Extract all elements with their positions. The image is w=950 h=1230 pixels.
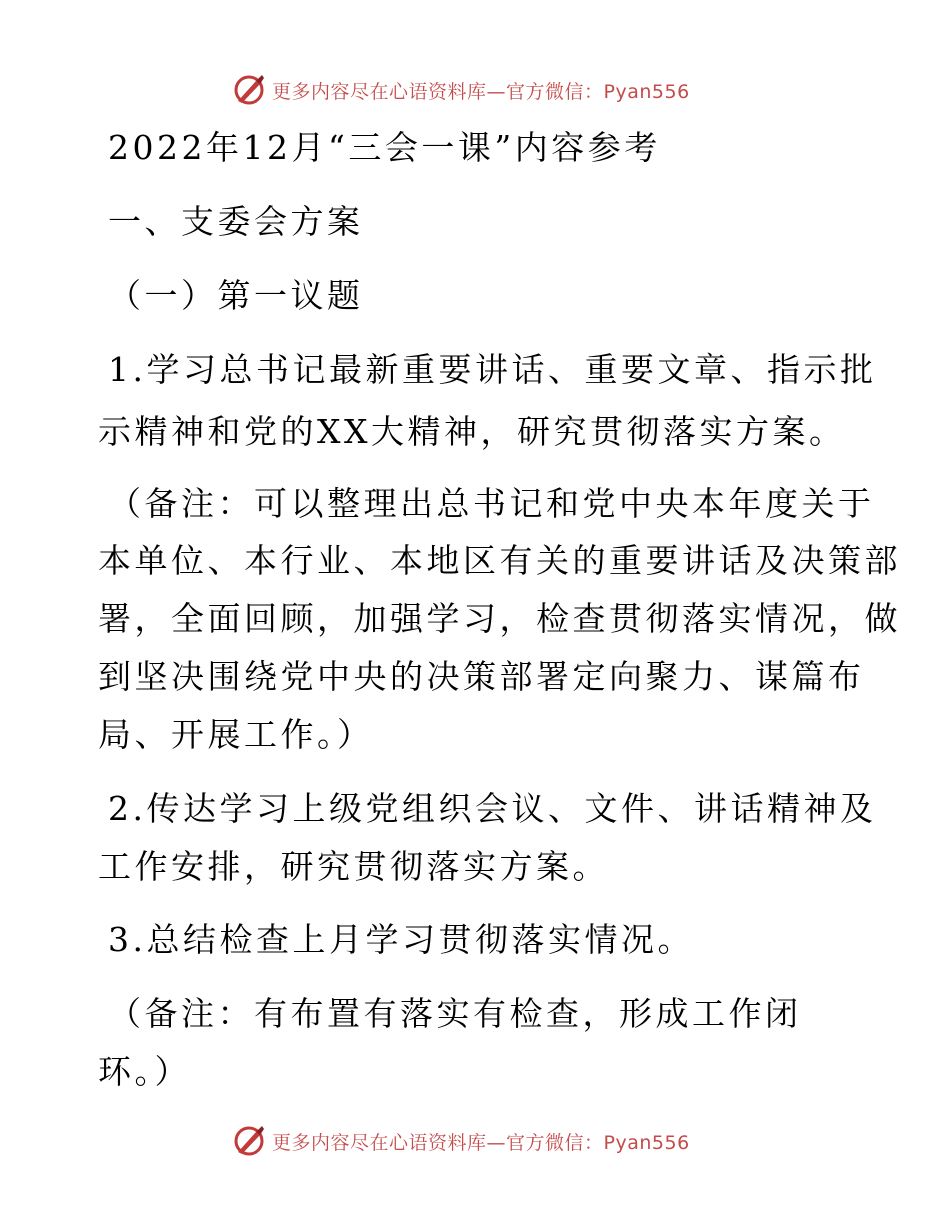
header-watermark <box>232 70 752 110</box>
document-title: 2022年12月“三会一课”内容参考 <box>108 128 661 167</box>
item-3-line-1: 3.总结检查上月学习贯彻落实情况。 <box>108 920 694 959</box>
note-1-line-4: 到坚决围绕党中央的决策部署定向聚力、谋篇布 <box>98 657 865 696</box>
note-1-line-3: 署，全面回顾，加强学习，检查贯彻落实情况，做 <box>98 599 901 638</box>
item-1-line-1: 1.学习总书记最新重要讲话、重要文章、指示批 <box>108 350 877 389</box>
section-heading: 一、支委会方案 <box>108 202 364 241</box>
subsection-heading: （一）第一议题 <box>108 276 364 315</box>
pen-logo-icon <box>232 73 266 107</box>
note-1-line-5: 局、开展工作。） <box>98 715 374 754</box>
note-1-line-2: 本单位、本行业、本地区有关的重要讲话及决策部 <box>98 541 901 580</box>
footer-watermark <box>232 1121 752 1161</box>
note-1-line-1: （备注：可以整理出总书记和党中央本年度关于 <box>108 484 875 523</box>
watermark-text: 更多内容尽在心语资料库—官方微信：Pyan556 <box>272 1131 690 1154</box>
pen-logo-icon <box>232 1124 266 1158</box>
watermark-text: 更多内容尽在心语资料库—官方微信：Pyan556 <box>272 80 690 103</box>
note-2-line-2: 环。） <box>98 1052 191 1091</box>
item-1-line-2: 示精神和党的XX大精神，研究贯彻落实方案。 <box>98 412 846 451</box>
note-2-line-1: （备注：有布置有落实有检查，形成工作闭 <box>108 994 802 1033</box>
item-2-line-2: 工作安排，研究贯彻落实方案。 <box>98 847 609 886</box>
item-2-line-1: 2.传达学习上级党组织会议、文件、讲话精神及 <box>108 789 877 828</box>
